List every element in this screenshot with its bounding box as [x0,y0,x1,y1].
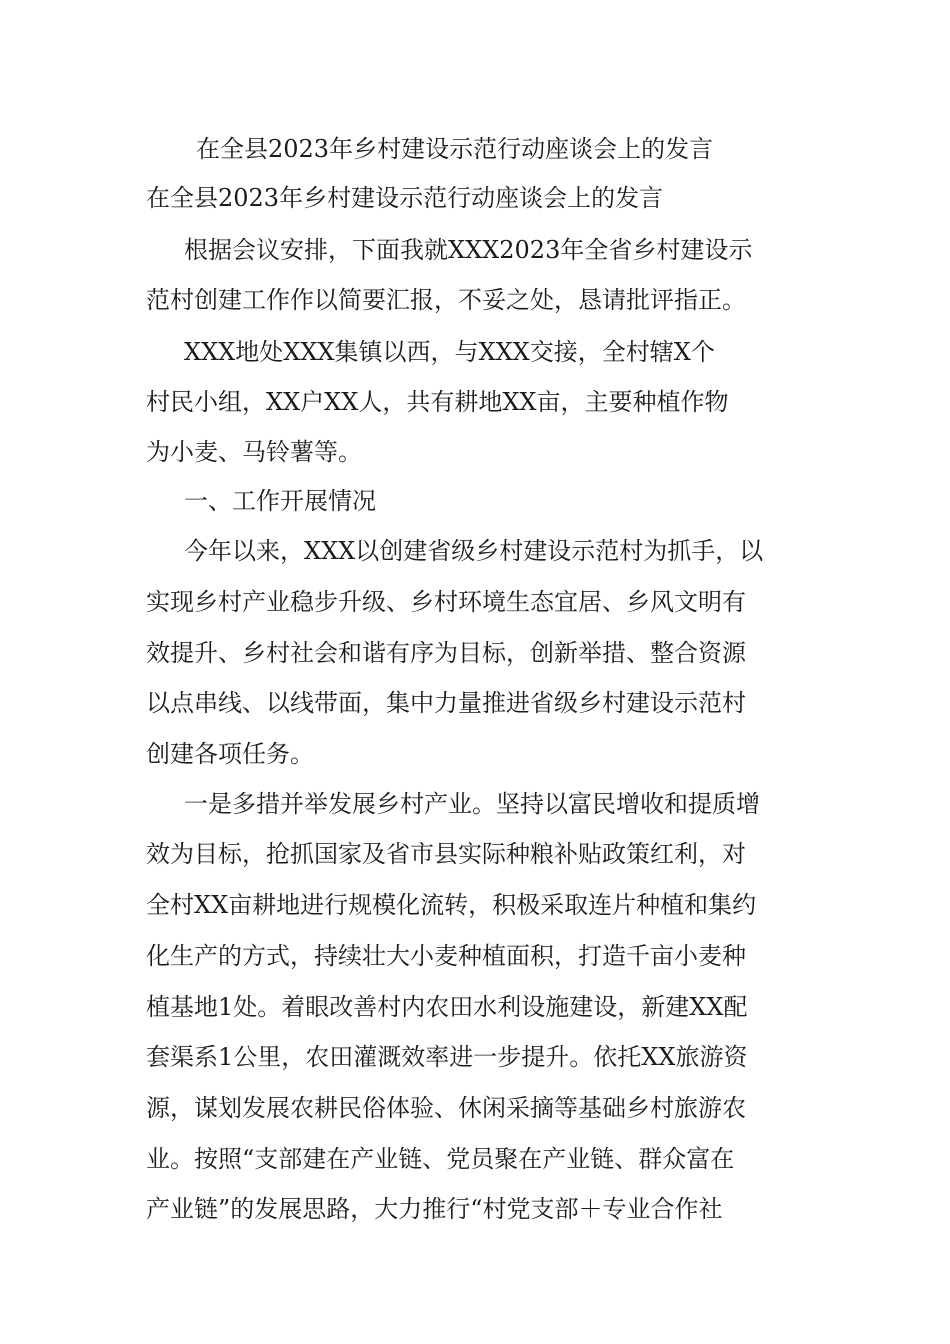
paragraph-line: 创建各项任务。 [146,740,314,768]
paragraph-line: 以点串线、以线带面，集中力量推进省级乡村建设示范村 [146,689,746,717]
paragraph-line: XXX地处XXX集镇以西，与XXX交接，全村辖X个 [184,338,715,366]
document-title: 在全县2023年乡村建设示范行动座谈会上的发言 [196,135,714,163]
paragraph-line: 今年以来，XXX以创建省级乡村建设示范村为抓手，以 [184,537,764,565]
paragraph-line: 全村XX亩耕地进行规模化流转，积极采取连片种植和集约 [146,891,757,919]
paragraph-line: 产业链”的发展思路，大力推行“村党支部＋专业合作社 [146,1195,723,1223]
paragraph-line: 套渠系1公里，农田灌溉效率进一步提升。依托XX旅游资 [146,1043,748,1071]
document-subtitle: 在全县2023年乡村建设示范行动座谈会上的发言 [146,184,664,212]
paragraph-line: 实现乡村产业稳步升级、乡村环境生态宜居、乡风文明有 [146,588,746,616]
paragraph-line: 一是多措并举发展乡村产业。坚持以富民增收和提质增 [184,790,760,818]
paragraph-line: 效提升、乡村社会和谐有序为目标，创新举措、整合资源 [146,639,746,667]
paragraph-line: 根据会议安排，下面我就XXX2023年全省乡村建设示 [184,236,753,264]
paragraph-line: 范村创建工作作以简要汇报，不妥之处，恳请批评指正。 [146,286,746,314]
paragraph-line: 化生产的方式，持续壮大小麦种植面积，打造千亩小麦种 [146,942,746,970]
paragraph-line: 业。按照“支部建在产业链、党员聚在产业链、群众富在 [146,1145,735,1173]
paragraph-line: 效为目标，抢抓国家及省市县实际种粮补贴政策红利，对 [146,840,746,868]
section-heading: 一、工作开展情况 [184,487,376,515]
paragraph-line: 源，谋划发展农耕民俗体验、休闲采摘等基础乡村旅游农 [146,1094,746,1122]
paragraph-line: 村民小组，XX户XX人，共有耕地XX亩，主要种植作物 [146,388,729,416]
paragraph-line: 为小麦、马铃薯等。 [146,438,362,466]
paragraph-line: 植基地1处。着眼改善村内农田水利设施建设，新建XX配 [146,993,748,1021]
